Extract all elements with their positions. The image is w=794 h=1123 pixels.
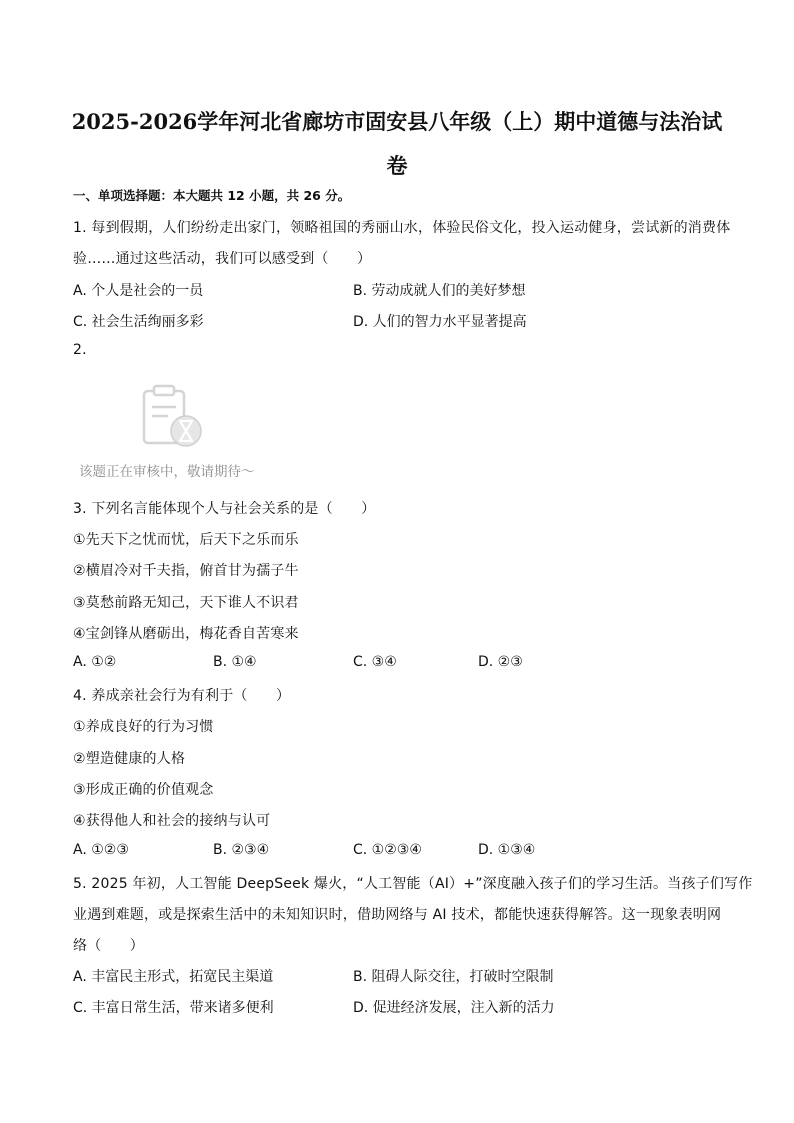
q1-stem-line2: 验……通过这些活动，我们可以感受到（ ）	[73, 251, 372, 267]
q3-option-d: D. ②③	[478, 654, 523, 670]
q3-item-3: ③莫愁前路无知己，天下谁人不识君	[73, 595, 299, 611]
q4-option-d: D. ①③④	[478, 842, 536, 858]
exam-title-line2: 卷	[386, 153, 408, 178]
q4-item-1: ①养成良好的行为习惯	[73, 719, 214, 735]
exam-title-line1: 2025-2026学年河北省廊坊市固安县八年级（上）期中道德与法治试	[71, 109, 723, 134]
q5-option-b: B. 阻碍人际交往，打破时空限制	[353, 969, 554, 985]
q1-option-d: D. 人们的智力水平显著提高	[353, 314, 527, 330]
q3-option-a: A. ①②	[73, 654, 117, 670]
q5-option-c: C. 丰富日常生活，带来诸多便利	[73, 1000, 274, 1016]
section-heading: 一、单项选择题：本大题共 12 小题，共 26 分。	[73, 188, 351, 203]
q4-item-4: ④获得他人和社会的接纳与认可	[73, 813, 271, 829]
q1-stem-line1: 1. 每到假期，人们纷纷走出家门，领略祖国的秀丽山水，体验民俗文化，投入运动健身，尝试新的消费体	[73, 220, 731, 236]
q4-stem: 4. 养成亲社会行为有利于（ ）	[73, 688, 291, 704]
q1-option-a: A. 个人是社会的一员	[73, 283, 204, 299]
q5-stem-line1: 5. 2025 年初，人工智能 DeepSeek 爆火，“人工智能（AI）+”深度融入孩子们的学习生活。当孩子们写作	[73, 876, 753, 892]
q1-option-b: B. 劳动成就人们的美好梦想	[353, 283, 526, 299]
review-pending-text: 该题正在审核中，敬请期待～	[79, 464, 255, 480]
q3-item-1: ①先天下之忧而忧，后天下之乐而乐	[73, 532, 299, 548]
q5-option-d: D. 促进经济发展，注入新的活力	[353, 1000, 555, 1016]
q3-option-c: C. ③④	[353, 654, 397, 670]
q3-option-b: B. ①④	[213, 654, 257, 670]
q3-item-4: ④宝剑锋从磨砺出，梅花香自苦寒来	[73, 626, 299, 642]
q5-option-a: A. 丰富民主形式，拓宽民主渠道	[73, 969, 274, 985]
q4-item-2: ②塑造健康的人格	[73, 751, 186, 767]
exam-title	[60, 100, 734, 188]
q3-stem: 3. 下列名言能体现个人与社会关系的是（ ）	[73, 501, 376, 517]
q1-option-c: C. 社会生活绚丽多彩	[73, 314, 204, 330]
q4-option-c: C. ①②③④	[353, 842, 422, 858]
q2-number: 2.	[73, 342, 87, 358]
q3-item-2: ②横眉冷对千夫指，俯首甘为孺子牛	[73, 563, 299, 579]
q5-stem-line2: 业遇到难题，或是探索生活中的未知知识时，借助网络与 AI 技术，都能快速获得解答。这一现象表明网	[73, 907, 722, 923]
q4-option-a: A. ①②③	[73, 842, 129, 858]
q5-stem-line3: 络（ ）	[73, 938, 144, 954]
q4-item-3: ③形成正确的价值观念	[73, 782, 214, 798]
clipboard-hourglass-icon	[138, 381, 208, 451]
q4-option-b: B. ②③④	[213, 842, 270, 858]
